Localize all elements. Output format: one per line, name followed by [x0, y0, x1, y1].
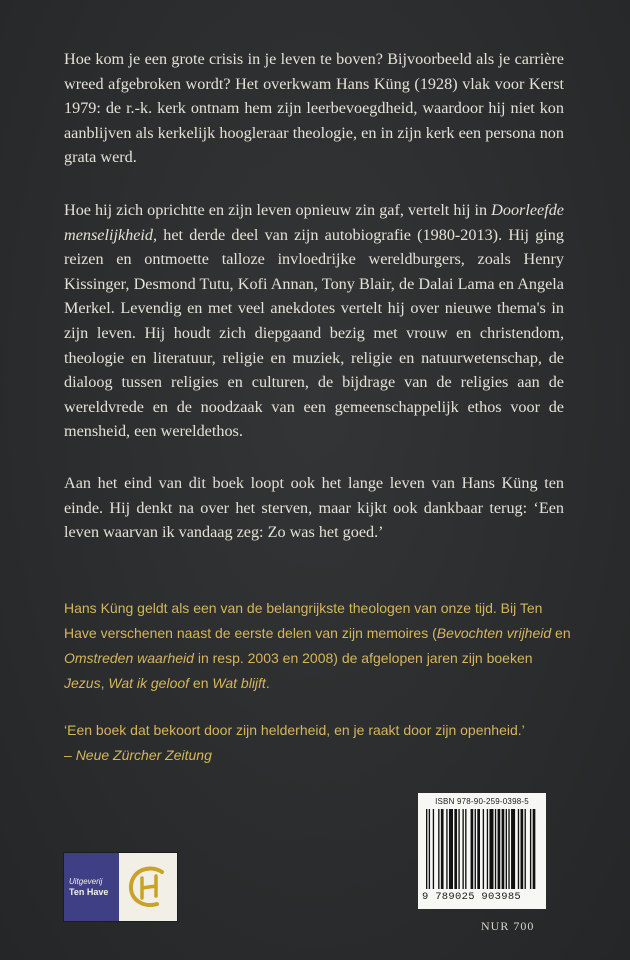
- barcode-bar: [438, 809, 439, 889]
- blurb-paragraph-3: [64, 471, 564, 545]
- blurb-paragraph-2-after: , het derde deel van zijn autobiografie (1980-2013). Hij ging reizen en ontmoette talloze invloedrijke wereldburgers, zoals Henry Kissinger, Desmond Tutu, Kofi Annan, Tony Blair, de Dalai Lama en Angela Merkel. Levendig en met veel anekdotes vertelt hij over nieuwe thema's in zijn leven. Hij houdt zich diepgaand bezig met vrouw en christendom, theologie en literatuur, religie en muziek, religie en natuurwetenschap, de dialoog tussen religies en culturen, de bijdrage van de religies aan de wereldvrede en de noodzaak van een gemeenschappelijk ethos voor de mensheid, een wereldethos.: [64, 225, 564, 441]
- isbn-label: ISBN 978-90-259-0398-5: [435, 797, 529, 806]
- barcode-bar: [530, 809, 531, 889]
- bio-text-1: Hans Küng geldt als een van de belangrijkste theologen van onze tijd. Bij Ten Have verschenen naast de eerste delen van zijn memoires (: [64, 600, 543, 641]
- bio-title-wat-ik-geloof: Wat ik geloof: [108, 675, 190, 691]
- barcode-bar: [498, 809, 501, 889]
- barcode-bar: [446, 809, 447, 889]
- bio-text-3: in resp. 2003 en 2008) de afgelopen jaren zijn boeken: [193, 650, 533, 666]
- press-quote: [64, 718, 574, 768]
- barcode-bar: [483, 809, 484, 889]
- publisher-logo-small: Uitgeverij: [69, 876, 103, 886]
- barcode-bar: [506, 809, 507, 889]
- barcode-bar: [462, 809, 463, 889]
- isbn-barcode: [418, 793, 546, 909]
- barcode-bar: [521, 809, 524, 889]
- barcode-digits: 9 789025 903985: [422, 891, 522, 903]
- publisher-mark-icon: [119, 853, 177, 921]
- author-bio: [64, 596, 574, 696]
- barcode-bar: [449, 809, 453, 889]
- bio-title-omstreden: Omstreden waarheid: [64, 650, 194, 666]
- bio-text-6: .: [265, 675, 270, 691]
- publisher-logo: [63, 852, 178, 922]
- publisher-logo-label: [64, 853, 119, 921]
- barcode-bar: [502, 809, 505, 889]
- barcode-bar: [495, 809, 496, 889]
- barcode-bar: [477, 809, 480, 889]
- bio-title-jezus: Jezus: [64, 675, 101, 691]
- bio-title-wat-blijft: Wat blijft: [212, 675, 266, 691]
- blurb-paragraph-2: [64, 198, 564, 444]
- barcode-bar: [429, 809, 430, 889]
- barcode-bar: [475, 809, 476, 889]
- barcode-bar: [471, 809, 474, 889]
- press-quote-dash: –: [64, 747, 76, 763]
- barcode-bar: [508, 809, 509, 889]
- barcode-bar: [518, 809, 519, 889]
- press-quote-source: Neue Zürcher Zeitung: [75, 747, 212, 763]
- barcode-bar: [433, 809, 434, 889]
- publisher-h-mark-icon: [124, 862, 172, 912]
- blurb-paragraph-3-text: Aan het eind van dit boek loopt ook het lange leven van Hans Küng ten einde. Hij denkt na over het sterven, maar kijkt ook dankbaar terug: ‘Een leven waarvan ik vandaag zeg: Zo was het goed.’: [64, 474, 564, 542]
- barcode-bar: [441, 809, 444, 889]
- barcode-bars: [424, 809, 540, 891]
- publisher-logo-name: Ten Have: [69, 886, 109, 897]
- nur-code: NUR 700: [481, 919, 535, 933]
- barcode-bar: [489, 809, 493, 889]
- barcode-bar: [487, 809, 488, 889]
- press-quote-text: ‘Een boek dat bekoort door zijn helderheid, en je raakt door zijn openheid.’: [64, 722, 525, 738]
- barcode-bar: [454, 809, 457, 889]
- barcode-bar: [525, 809, 526, 889]
- book-title-doorleefde: Doorleefde menselijkheid: [64, 201, 564, 244]
- bio-text-5: en: [189, 675, 213, 691]
- bio-title-bevochten: Bevochten vrijheid: [436, 625, 552, 641]
- blurb-paragraph-2-before: Hoe hij zich oprichtte en zijn leven opnieuw zin gaf, vertelt hij in: [64, 201, 492, 219]
- blurb-paragraph-1-text: Hoe kom je een grote crisis in je leven te boven? Bijvoorbeeld als je carrière wreed afgebroken wordt? Het overkwam Hans Küng (1928) vlak voor Kerst 1979: de r.-k. kerk ontnam hem zijn leerbevoegdheid, waardoor hij niet kon aanblijven als kerkelijk hoogleraar theologie, en in zijn kerk een persona non grata werd.: [64, 50, 564, 167]
- barcode-bar: [511, 809, 515, 889]
- barcode-bar: [426, 809, 427, 889]
- blurb-paragraph-1: [64, 47, 564, 170]
- barcode-bar: [533, 809, 536, 889]
- bio-text-2: en: [551, 625, 571, 641]
- barcode-bar: [465, 809, 466, 889]
- bio-text-4: ,: [100, 675, 109, 691]
- barcode-bar: [458, 809, 459, 889]
